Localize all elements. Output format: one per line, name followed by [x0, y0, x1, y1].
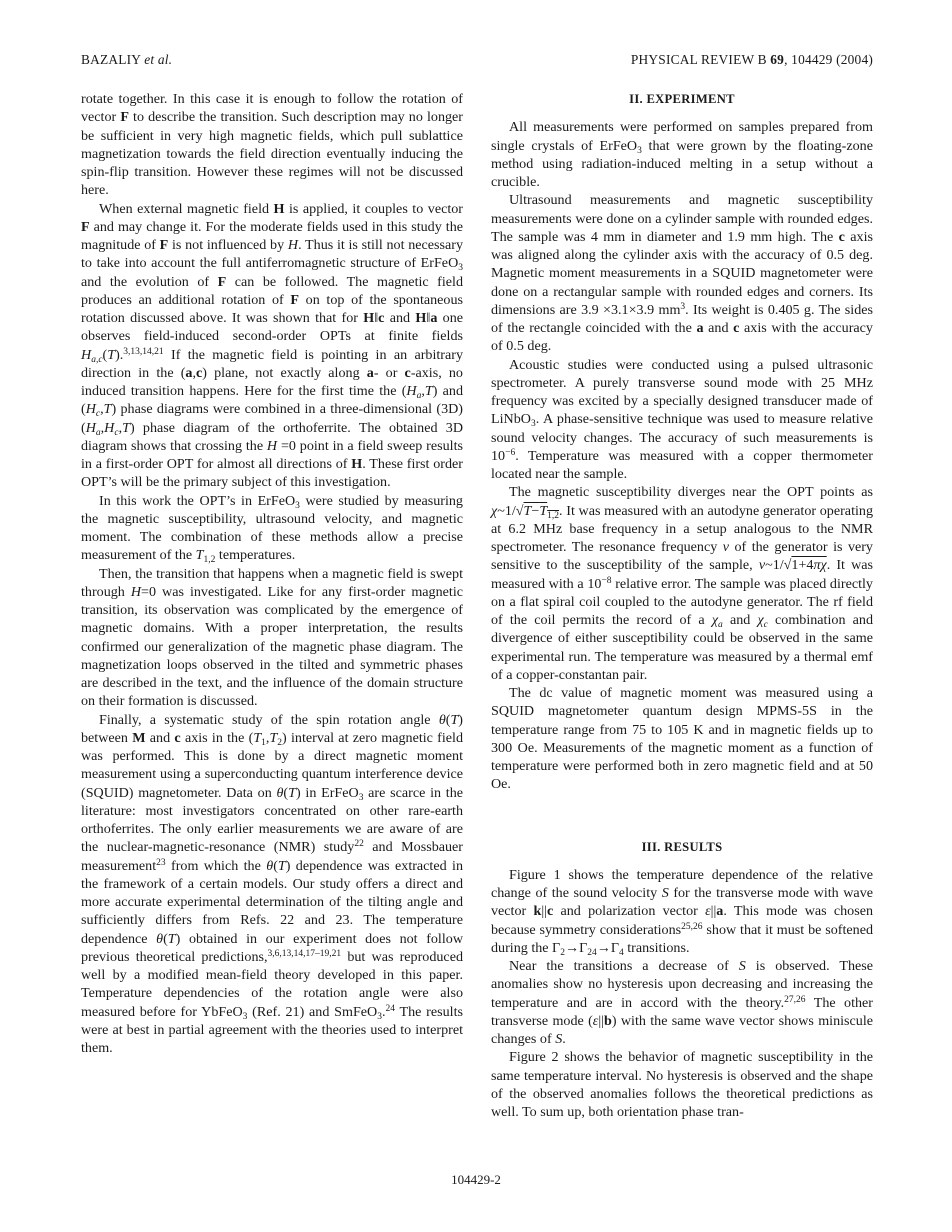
section-title-experiment: II. EXPERIMENT: [629, 92, 735, 106]
paragraph: The magnetic susceptibility diverges near the OPT points as $\chi\sim 1/√T-T_{1,2}$. It was measured with an autodyne generator operating at 6.2 MHz base frequency in a setup analogous to the NMR spectrometer. The resonance frequency ν of the generator is very sensitive to the susceptibility of the sample, ν~1/√1+4πχ. It was measured with a $10^{-8}$ relative error. The sample was placed directly on a flat spiral coil coupled to the autodyne generator. The rf field of the coil permits the record of a $\chi_a$ and $\chi_c$ combination and divergence of either susceptibility could be observed in the same experimental run. The temperature was measured by a thermal emf of a copper-constantan pair.: [491, 484, 873, 683]
header-authors: BAZALIY et al.: [81, 52, 173, 67]
paragraph: Acoustic studies were conducted using a pulsed ultrasonic spectrometer. A purely transverse sound mode with 25 MHz frequency was excited by a specially designed transducer made of LiNbO$_3$. A phase-sensitive technique was used to measure relative sound velocity changes. The accuracy of such measurements is $10^{-6}$. Temperature was measured with a copper thermometer located near the sample.: [491, 356, 873, 482]
paragraph: Figure 1 shows the temperature dependence of the relative change of the sound velocity S for the transverse mode with wave vector k||c and polarization vector ε||a. This mode was chosen because symmetry considerations$^{25,26}$ show that it must be softened during the $\Gamma_2\to\Gamma_{24}\to\Gamma_4$ transitions.: [491, 866, 873, 958]
paragraph: Then, the transition that happens when a magnetic field is swept through H=0 was investigated. Like for any first-order magnetic transition, its observation was complicated by the emergence of magnetic domains. With a proper interpretation, the results confirmed our generalization of the magnetic phase diagram. The magnetization loops observed in the tilted and symmetric phases are described in the text, and the influence of the domain structure on their formation is discussed.: [81, 565, 463, 710]
header-journal: PHYSICAL REVIEW B 69, 104429 (2004): [630, 52, 873, 67]
paragraph: All measurements were performed on samples prepared from single crystals of ErFeO$_3$ that were grown by the floating-zone method using radiation-induced melting in a setup without a crucible.: [491, 119, 873, 190]
paragraph: Figure 2 shows the behavior of magnetic susceptibility in the same temperature interval. No hysteresis is observed and the shape of the observed anomalies follows the theoretical predictions as well. To sum up, both orientation phase tran-: [491, 1049, 873, 1120]
left-column: [81, 90, 463, 1057]
paragraph: The dc value of magnetic moment was measured using a SQUID magnetometer quantum design MPMS-5S in the temperature range from 75 to 105 K and in magnetic fields up to 300 Oe. Measurements of the magnetic moment as a function of temperature were performed both in zero magnetic field and at 50 Oe.: [491, 685, 873, 793]
paragraph: When external magnetic field H is applied, it couples to vector F and may change it. For the moderate fields used in this study the magnitude of F is not influenced by H. Thus it is still not necessary to take into account the full antiferromagnetic structure of ErFeO$_3$ and the evolution of F can be followed. The magnetic field produces an additional rotation of F on top of the spontaneous rotation discussed above. It was shown that for H‖c and H‖a one observes field-induced second-order OPTs at finite fields $H_{a,c}(T).^{3,13,14,21}$ If the magnetic field is pointing in an arbitrary direction in the (a,c) plane, not exactly along a- or c-axis, no induced transition happens. Here for the first time the $(H_a,T)$ and $(H_c,T)$ phase diagrams were combined in a three-dimensional (3D) $(H_a,H_c,T)$ phase diagram of the orthoferrite. The obtained 3D diagram shows that crossing the H =0 point in a field sweep results in a first-order OPT for almost all directions of H. These first order OPT’s will be the primary subject of this investigation.: [81, 200, 464, 491]
section-gap: [491, 794, 873, 838]
right-column: [491, 90, 873, 1121]
paragraph: Finally, a systematic study of the spin rotation angle θ(T) between M and c axis in the $(T_1,T_2)$ interval at zero magnetic field was performed. This is done by a direct magnetic moment measurement using a superconducting quantum interference device (SQUID) magnetometer. Data on θ(T) in ErFeO$_3$ are scarce in the literature: most investigators concentrated on other rare-earth orthoferrites. The only earlier measurements we are aware of are the nuclear-magnetic-resonance (NMR) study$^{22}$ and Mossbauer measurement$^{23}$ from which the θ(T) dependence was extracted in the framework of a certain models. Our study offers a direct and more accurate experimental determination of the tilting angle and sufficiently differs from Refs. 22 and 23. The temperature dependence θ(T) obtained in our experiment does not follow previous theoretical predictions,$^{3,6,13,14,17-19,21}$ but was reproduced well by a modified mean-field theory developed in this paper. Temperature dependencies of the rotation angle were also measured before for YbFeO$_3$ (Ref. 21) and SmFeO$_3$.$^{24}$ The results were at best in partial agreement with the theories used to interpret them.: [81, 711, 464, 1056]
paragraph: Ultrasound measurements and magnetic susceptibility measurements were done on a cylinder sample with rounded edges. The sample was 4 mm in diameter and 1.9 mm high. The c axis was aligned along the cylinder axis with the accuracy of 0.5 deg. Magnetic moment measurements in a SQUID magnetometer were done on a rectangular sample with rounded edges and corners. Its dimensions are 3.9 ×3.1×3.9 $mm^3$. Its weight is 0.405 g. The sides of the rectangle coincided with the a and c axis with the accuracy of 0.5 deg.: [491, 192, 873, 355]
paragraph: Near the transitions a decrease of S is observed. These anomalies show no hysteresis upon decreasing and increasing the temperature and are in accord with the theory.$^{27,26}$ The other transverse mode (ε||b) with the same wave vector shows miniscule changes of S.: [491, 958, 873, 1047]
paragraph: rotate together. In this case it is enough to follow the rotation of vector F to describe the transition. Such description may no longer be sufficient in very high magnetic fields, which pull sublattice magnetization towards the field direction eventually inducing the spin-flip transition. However these regimes will not be discussed here.: [81, 91, 463, 199]
page-number: 104429-2: [451, 1172, 501, 1187]
section-title-results: III. RESULTS: [641, 839, 723, 854]
running-head: [81, 52, 873, 70]
paragraph: In this work the OPT’s in ErFeO$_3$ were studied by measuring the magnetic susceptibility, ultrasound velocity, and magnetic moment. The combination of these methods allow a precise measurement of the $T_{1,2}$ temperatures.: [81, 492, 463, 566]
